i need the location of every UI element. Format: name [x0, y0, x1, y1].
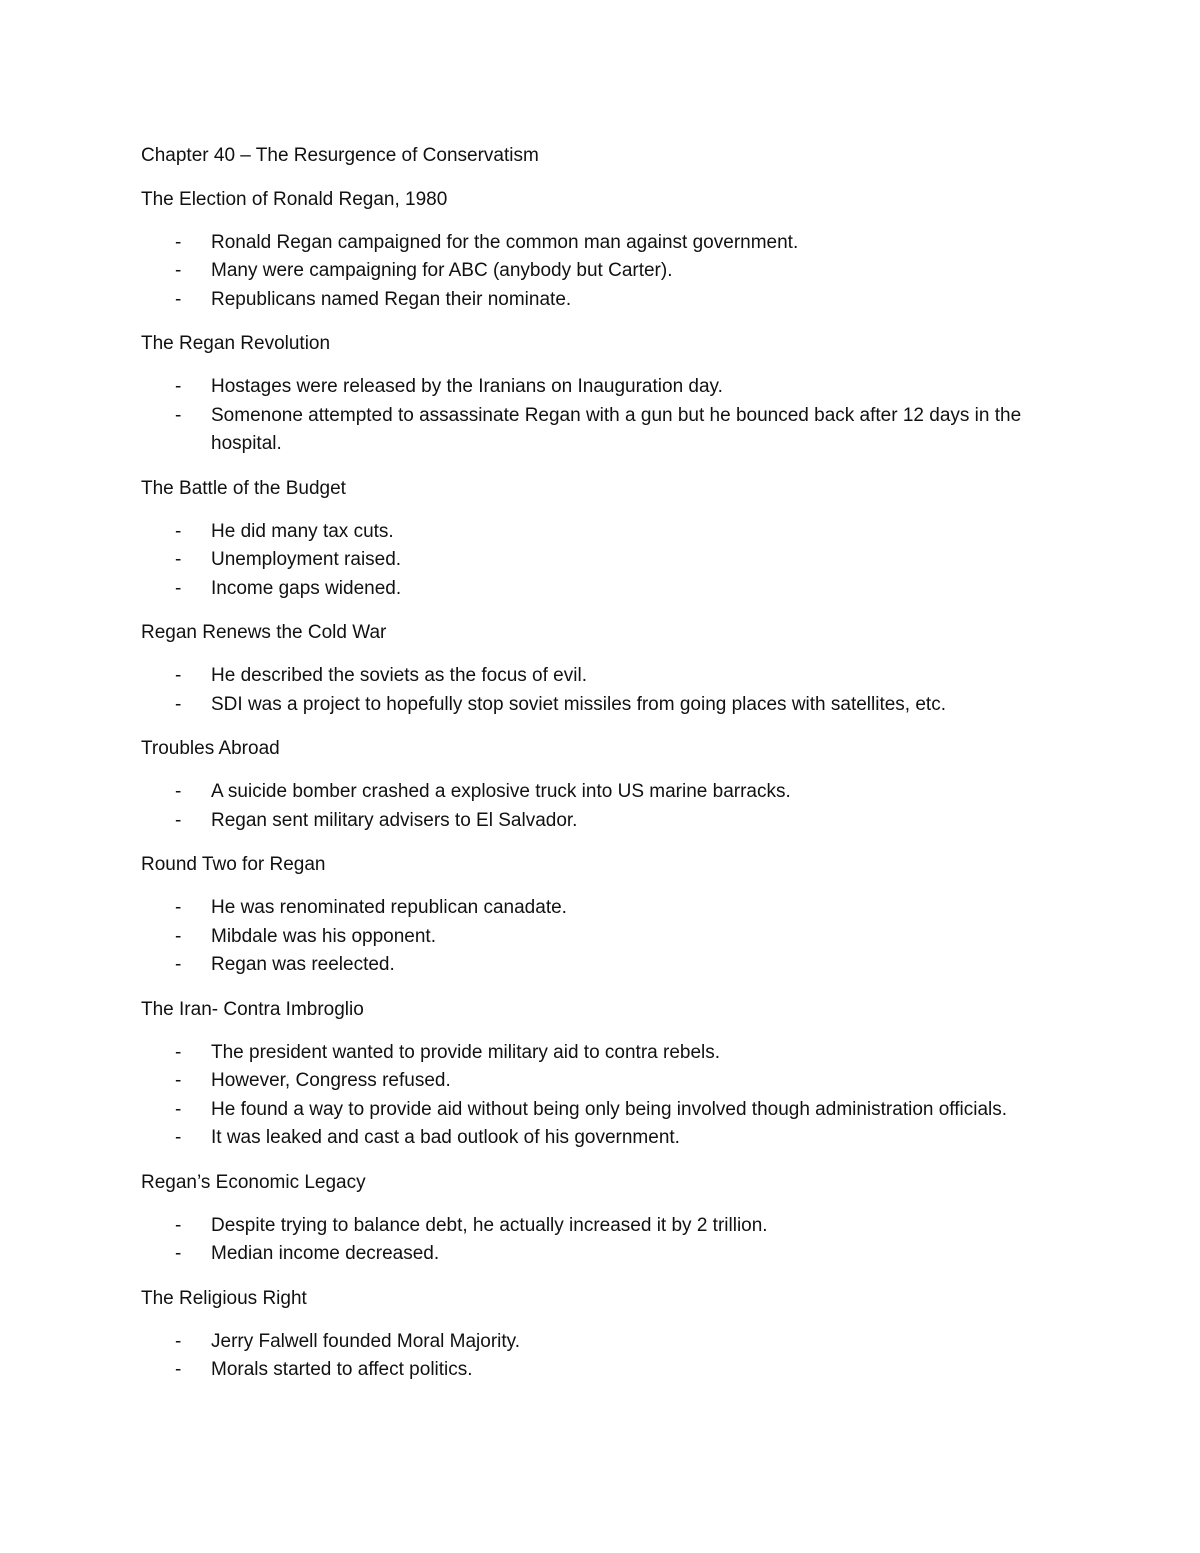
bullet-dash: -: [175, 897, 182, 918]
section: [141, 619, 1081, 719]
list-item-text: A suicide bomber crashed a explosive truck into US marine barracks.: [211, 781, 791, 802]
list-item-text: Hostages were released by the Iranians on Inauguration day.: [211, 376, 723, 397]
bullet-dash: -: [175, 549, 182, 570]
section: [141, 186, 1081, 315]
list-item-text: SDI was a project to hopefully stop soviet missiles from going places with satellites, etc.: [211, 693, 946, 715]
bullet-dash: -: [175, 520, 182, 542]
list-item-text: Unemployment raised.: [211, 549, 402, 570]
bullet-dash: -: [175, 231, 182, 253]
document-page: [141, 142, 1081, 1401]
list-item: [141, 1212, 1081, 1241]
list-item: [141, 894, 1081, 923]
section-heading: Regan Renews the Cold War: [141, 622, 387, 643]
list-item-text: However, Congress refused.: [211, 1070, 451, 1091]
bullet-list: [141, 229, 1081, 315]
list-item-text: He described the soviets as the focus of evil.: [211, 665, 587, 686]
bullet-dash: -: [175, 577, 182, 599]
bullet-dash: -: [175, 665, 182, 686]
list-item-text: Republicans named Regan their nominate.: [211, 288, 572, 310]
bullet-dash: -: [175, 954, 182, 975]
bullet-list: [141, 1212, 1081, 1269]
list-item-text: Regan was reelected.: [211, 954, 395, 975]
section-heading: The Election of Ronald Regan, 1980: [141, 188, 448, 210]
bullet-list: [141, 518, 1081, 604]
list-item-text: Income gaps widened.: [211, 577, 402, 599]
list-item: [141, 1240, 1081, 1269]
document-sections: [141, 186, 1081, 1385]
list-item: [141, 691, 1081, 720]
section-heading: Troubles Abroad: [141, 738, 280, 759]
bullet-list: [141, 1039, 1081, 1153]
section-heading: The Religious Right: [141, 1287, 307, 1309]
list-item-text: He found a way to provide aid without being only being involved though administration officials.: [211, 1098, 1008, 1120]
section: [141, 1169, 1081, 1269]
list-item-text: Median income decreased.: [211, 1243, 440, 1264]
bullet-dash: -: [175, 1041, 182, 1063]
section-heading: The Regan Revolution: [141, 333, 331, 354]
list-item-text: Regan sent military advisers to El Salvador.: [211, 809, 578, 831]
list-item: [141, 807, 1081, 836]
list-item: [141, 778, 1081, 807]
section-heading: Regan’s Economic Legacy: [141, 1171, 366, 1193]
section: [141, 996, 1081, 1153]
list-item: [141, 402, 1081, 459]
list-item: [141, 1096, 1081, 1125]
bullet-dash: -: [175, 1070, 182, 1091]
list-item: [141, 518, 1081, 547]
list-item: [141, 1356, 1081, 1385]
bullet-dash: -: [175, 404, 182, 426]
section-heading: The Battle of the Budget: [141, 477, 346, 499]
bullet-dash: -: [175, 1330, 182, 1352]
bullet-dash: -: [175, 1127, 182, 1148]
list-item-text: Jerry Falwell founded Moral Majority.: [211, 1330, 521, 1352]
list-item-text: Many were campaigning for ABC (anybody but Carter).: [211, 260, 673, 281]
list-item-text: Mibdale was his opponent.: [211, 925, 436, 947]
list-item: [141, 229, 1081, 258]
list-item-text: Morals started to affect politics.: [211, 1359, 473, 1380]
list-item-text: The president wanted to provide military aid to contra rebels.: [211, 1041, 721, 1063]
list-item: [141, 923, 1081, 952]
list-item: [141, 575, 1081, 604]
bullet-list: [141, 778, 1081, 835]
list-item-text: Ronald Regan campaigned for the common man against government.: [211, 231, 799, 253]
list-item-text: Despite trying to balance debt, he actually increased it by 2 trillion.: [211, 1214, 768, 1236]
list-item: [141, 286, 1081, 315]
bullet-dash: -: [175, 260, 182, 281]
bullet-dash: -: [175, 693, 182, 715]
bullet-list: [141, 894, 1081, 980]
section: [141, 735, 1081, 835]
list-item: [141, 662, 1081, 691]
list-item: [141, 373, 1081, 402]
document-title: Chapter 40 – The Resurgence of Conservatism: [141, 145, 539, 166]
bullet-dash: -: [175, 376, 182, 397]
bullet-list: [141, 1328, 1081, 1385]
list-item: [141, 951, 1081, 980]
list-item: [141, 1328, 1081, 1357]
list-item: [141, 1124, 1081, 1153]
section-heading: Round Two for Regan: [141, 854, 326, 875]
bullet-dash: -: [175, 1243, 182, 1264]
list-item: [141, 257, 1081, 286]
bullet-dash: -: [175, 1359, 182, 1380]
bullet-list: [141, 373, 1081, 459]
bullet-list: [141, 662, 1081, 719]
list-item-text: He was renominated republican canadate.: [211, 897, 567, 918]
bullet-dash: -: [175, 288, 182, 310]
list-item-text: He did many tax cuts.: [211, 520, 394, 542]
list-item: [141, 546, 1081, 575]
bullet-dash: -: [175, 1098, 182, 1120]
list-item-text: Somenone attempted to assassinate Regan with a gun but he bounced back after 12 days in the hospital.: [211, 404, 1022, 454]
bullet-dash: -: [175, 809, 182, 831]
list-item-text: It was leaked and cast a bad outlook of his government.: [211, 1127, 680, 1148]
section-heading: The Iran- Contra Imbroglio: [141, 998, 364, 1020]
list-item: [141, 1067, 1081, 1096]
section: [141, 475, 1081, 604]
list-item: [141, 1039, 1081, 1068]
bullet-dash: -: [175, 1214, 182, 1236]
section: [141, 851, 1081, 980]
bullet-dash: -: [175, 781, 182, 802]
section: [141, 330, 1081, 459]
section: [141, 1285, 1081, 1385]
bullet-dash: -: [175, 925, 182, 947]
